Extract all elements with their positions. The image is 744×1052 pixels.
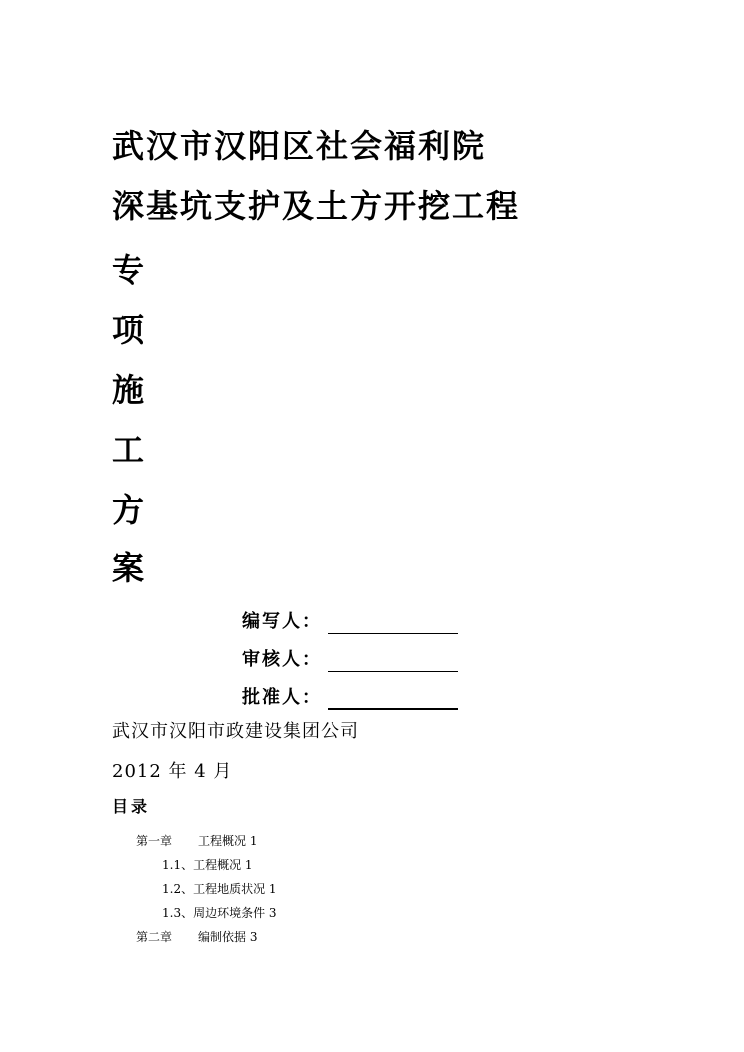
vertical-title-char: 项 (112, 311, 145, 349)
approver-row (242, 682, 458, 710)
vertical-title-char: 工 (112, 431, 145, 469)
title-line-1: 武汉市汉阳区社会福利院 (112, 127, 487, 165)
reviewer-row (242, 644, 458, 672)
toc-item-text: 工程概况 1 (198, 834, 258, 848)
toc-item (162, 881, 277, 897)
toc-item-number: 1.2、 (162, 882, 194, 896)
toc-item-text: 工程地质状况 1 (193, 882, 277, 896)
vertical-title-char: 案 (112, 549, 145, 587)
writer-label: 编写人： (242, 611, 322, 632)
vertical-title-char: 专 (112, 251, 145, 289)
toc-item (162, 857, 253, 873)
document-date: 2012 年 4 月 (112, 761, 233, 782)
toc-item-number: 第二章 (136, 930, 173, 944)
vertical-title-char: 施 (112, 371, 145, 409)
company-name: 武汉市汉阳市政建设集团公司 (112, 721, 359, 742)
toc-item-text: 工程概况 1 (193, 858, 253, 872)
reviewer-signature-line (328, 649, 458, 672)
toc-item-text: 编制依据 3 (198, 930, 258, 944)
reviewer-label: 审核人： (242, 649, 322, 670)
toc-item-number: 1.1、 (162, 858, 194, 872)
title-line-2: 深基坑支护及土方开挖工程 (112, 187, 521, 225)
toc-item (136, 929, 257, 945)
toc-item-number: 1.3、 (162, 906, 194, 920)
toc-title: 目录 (112, 797, 151, 816)
writer-signature-line (328, 611, 458, 634)
toc-item-text: 周边环境条件 3 (193, 906, 277, 920)
approver-label: 批准人： (242, 687, 322, 708)
writer-row (242, 606, 458, 634)
approver-signature-line (328, 686, 458, 710)
toc-item-number: 第一章 (136, 834, 173, 848)
vertical-title-char: 方 (112, 491, 145, 529)
toc-item (136, 833, 257, 849)
toc-item (162, 905, 277, 921)
